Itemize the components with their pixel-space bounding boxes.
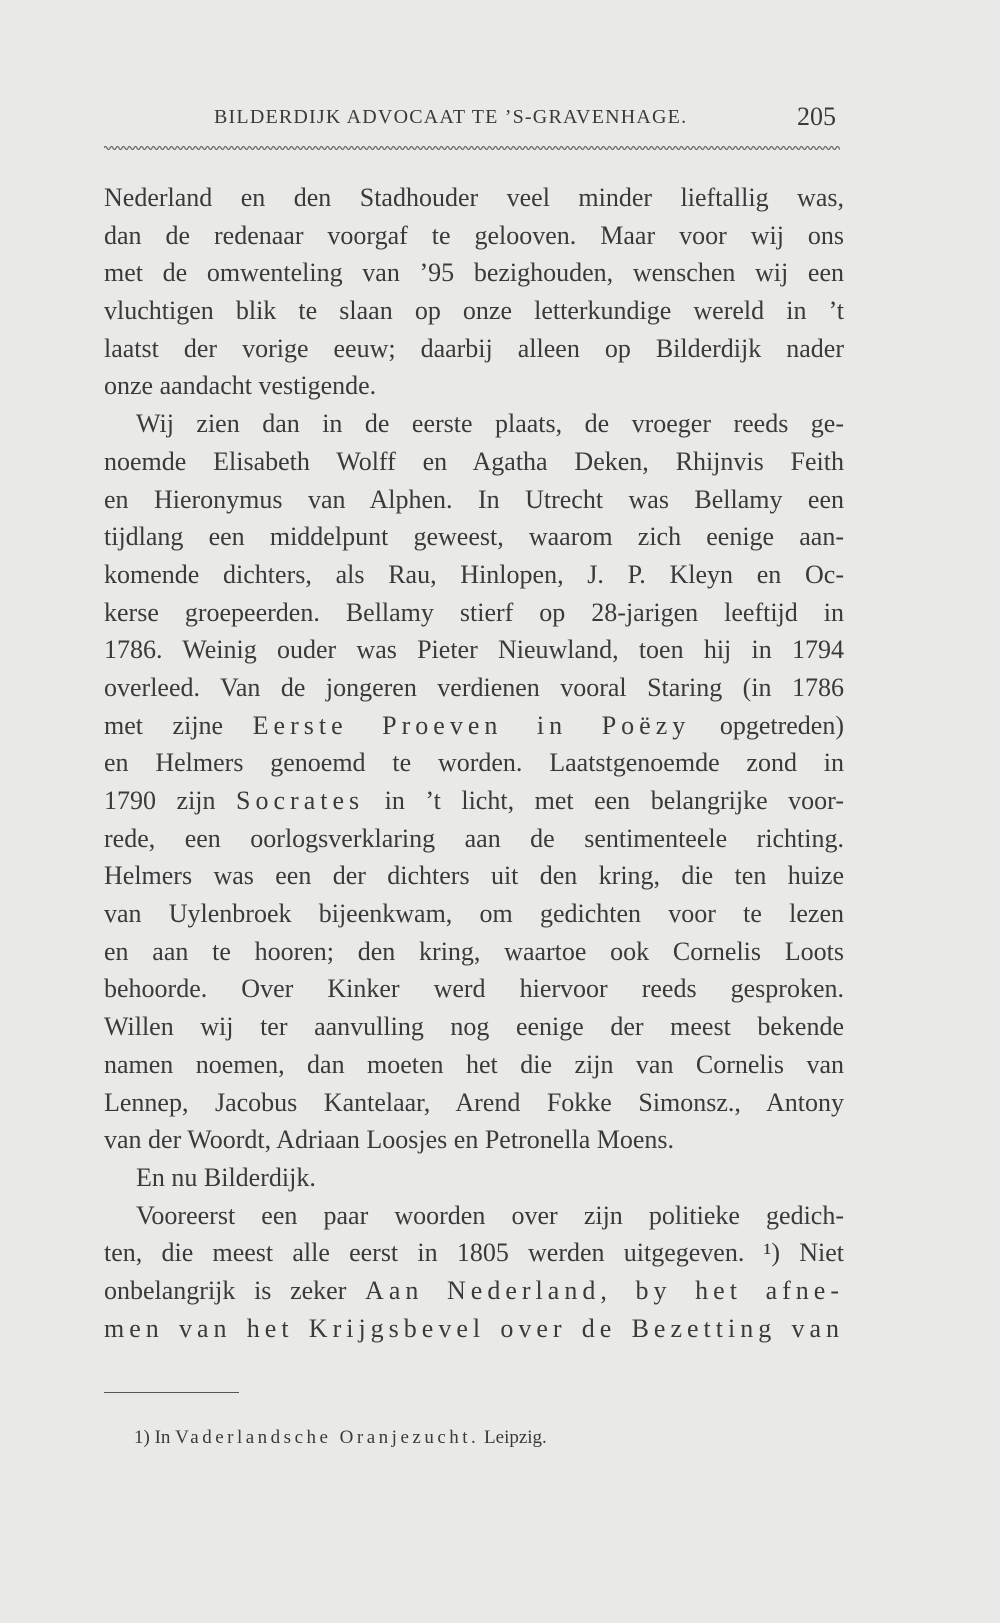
spaced-title: men van het Krijgsbevel over de Bezetting van: [104, 1313, 844, 1343]
footnote: [134, 1427, 547, 1449]
footnote-text: Leipzig.: [479, 1427, 547, 1448]
text-line: noemde Elisabeth Wolff en Agatha Deken, Rhijnvis Feith: [104, 446, 844, 476]
text-line: Helmers was een der dichters uit den kring, die ten huize: [104, 861, 844, 891]
running-title: BILDERDIJK ADVOCAAT TE ’S-GRAVENHAGE.: [214, 106, 688, 128]
body-text: [104, 179, 844, 1347]
text-line: tijdlang een middelpunt geweest, waarom zich eenige aan-: [104, 522, 844, 552]
text-line: Nederland en den Stadhouder veel minder lieftallig was,: [104, 183, 844, 212]
text-line: [104, 1272, 844, 1310]
text-line: dan de redenaar voorgaf te gelooven. Maar voor wij ons: [104, 220, 844, 250]
text-line: [104, 782, 844, 820]
wavy-rule: [104, 143, 840, 153]
text-line: van der Woordt, Adriaan Loosjes en Petronella Moens.: [104, 1125, 675, 1155]
text-line: Wij zien dan in de eerste plaats, de vroeger reeds ge-: [136, 409, 844, 439]
footnote-rule: [104, 1392, 239, 1393]
text-segment: onbelangrijk is zeker: [104, 1275, 366, 1305]
text-segment: opgetreden): [690, 710, 844, 740]
text-line: onze aandacht vestigende.: [104, 371, 377, 401]
text-line: overleed. Van de jongeren verdienen vooral Staring (in 1786: [104, 672, 844, 702]
text-segment: in ’t licht, met een belangrijke voor-: [364, 786, 844, 815]
text-line: En nu Bilderdijk.: [136, 1162, 316, 1192]
text-line: en Helmers genoemd te worden. Laatstgenoemde zond in: [104, 748, 844, 778]
text-line: van Uylenbroek bijeenkwam, om gedichten voor te lezen: [104, 899, 844, 929]
text-line: laatst der vorige eeuw; daarbij alleen op Bilderdijk nader: [104, 333, 844, 363]
text-line: ten, die meest alle eerst in 1805 werden uitgegeven. ¹) Niet: [104, 1238, 844, 1268]
text-line: Willen wij ter aanvulling nog eenige der meest bekende: [104, 1012, 844, 1042]
footnote-marker: 1) In: [134, 1427, 176, 1448]
text-line: en aan te hooren; den kring, waartoe ook Cornelis Loots: [104, 936, 844, 966]
text-line: komende dichters, als Rau, Hinlopen, J. P. Kleyn en Oc-: [104, 559, 844, 589]
spaced-title: Socrates: [236, 786, 365, 815]
running-head: [104, 102, 836, 136]
page-number: 205: [797, 102, 836, 131]
text-line: Lennep, Jacobus Kantelaar, Arend Fokke Simonsz., Antony: [104, 1087, 844, 1117]
spaced-title: Eerste Proeven in Poëzy: [252, 710, 691, 740]
text-line: namen noemen, dan moeten het die zijn van Cornelis van: [104, 1049, 844, 1079]
text-line: Vooreerst een paar woorden over zijn politieke gedich-: [136, 1200, 844, 1230]
text-line: 1786. Weinig ouder was Pieter Nieuwland, toen hij in 1794: [104, 635, 844, 665]
text-line: [104, 707, 844, 745]
text-segment: met zijne: [104, 710, 253, 740]
text-line: kerse groepeerden. Bellamy stierf op 28-jarigen leeftijd in: [104, 597, 844, 627]
text-line: en Hieronymus van Alphen. In Utrecht was Bellamy een: [104, 484, 844, 514]
text-line: [104, 1310, 844, 1348]
text-line: met de omwenteling van ’95 bezighouden, wenschen wij een: [104, 258, 844, 288]
text-line: rede, een oorlogsverklaring aan de sentimenteele richting.: [104, 823, 844, 853]
spaced-title: Aan Nederland, by het afne-: [365, 1275, 844, 1305]
text-line: behoorde. Over Kinker werd hiervoor reeds gesproken.: [104, 974, 844, 1004]
text-segment: 1790 zijn: [104, 786, 237, 815]
text-line: vluchtigen blik te slaan op onze letterkundige wereld in ’t: [104, 296, 844, 326]
footnote-spaced-title: Vaderlandsche Oranjezucht.: [175, 1427, 480, 1448]
